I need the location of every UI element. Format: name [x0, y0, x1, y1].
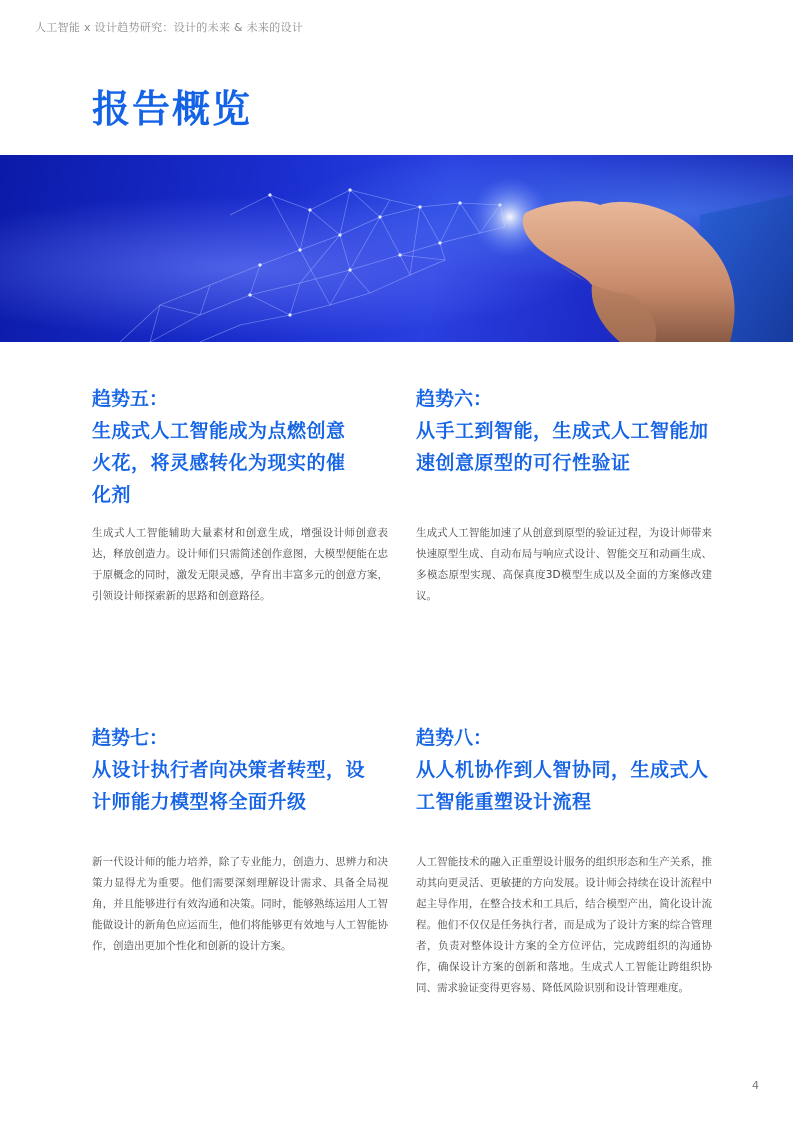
trend-8-label: 趋势八：	[416, 727, 493, 749]
trend-6-heading	[416, 383, 716, 479]
running-header: 人工智能 x 设计趋势研究：设计的未来 & 未来的设计	[35, 21, 304, 34]
trend-6-label: 趋势六：	[416, 388, 493, 410]
hero-image	[0, 155, 793, 342]
trend-5-heading	[92, 383, 392, 511]
trend-7-heading	[92, 722, 392, 818]
trend-5-label: 趋势五：	[92, 388, 169, 410]
page-number: 4	[752, 1079, 759, 1092]
trend-5-title: 生成式人工智能成为点燃创意火花，将灵感转化为现实的催化剂	[92, 420, 346, 506]
trend-7-label: 趋势七：	[92, 727, 169, 749]
page-title: 报告概览	[92, 87, 253, 131]
hero-illustration	[0, 155, 793, 342]
trend-6-body: 生成式人工智能加速了从创意到原型的验证过程，为设计师带来快速原型生成、自动布局与响应式设计、智能交互和动画生成、多模态原型实现、高保真度3D模型生成以及全面的方案修改建议。	[416, 527, 712, 602]
trend-8-heading	[416, 722, 716, 818]
trend-8-title: 从人机协作到人智协同，生成式人工智能重塑设计流程	[416, 759, 709, 813]
trend-5-body: 生成式人工智能辅助大量素材和创意生成，增强设计师创意表达，释放创造力。设计师们只需简述创作意图，大模型便能在忠于原概念的同时，激发无限灵感，孕育出丰富多元的创意方案，引领设计师探索新的思路和创意路径。	[92, 527, 388, 602]
trend-7-body: 新一代设计师的能力培养，除了专业能力，创造力、思辨力和决策力显得尤为重要。他们需要深刻理解设计需求、具备全局视角，并且能够进行有效沟通和决策。同时，能够熟练运用人工智能做设计的新角色应运而生，他们将能够更有效地与人工智能协作，创造出更加个性化和创新的设计方案。	[92, 856, 388, 952]
trend-8-body: 人工智能技术的融入正重塑设计服务的组织形态和生产关系，推动其向更灵活、更敏捷的方向发展。设计师会持续在设计流程中起主导作用，在整合技术和工具后，结合模型产出，简化设计流程。他们不仅仅是任务执行者，而是成为了设计方案的综合管理者，负责对整体设计方案的全方位评估，完成跨组织的沟通协作，确保设计方案的创新和落地。生成式人工智能让跨组织协同、需求验证变得更容易、降低风险识别和设计管理难度。	[416, 856, 712, 994]
trend-6-title: 从手工到智能，生成式人工智能加速创意原型的可行性验证	[416, 420, 709, 474]
trend-7-title: 从设计执行者向决策者转型，设计师能力模型将全面升级	[92, 759, 366, 813]
